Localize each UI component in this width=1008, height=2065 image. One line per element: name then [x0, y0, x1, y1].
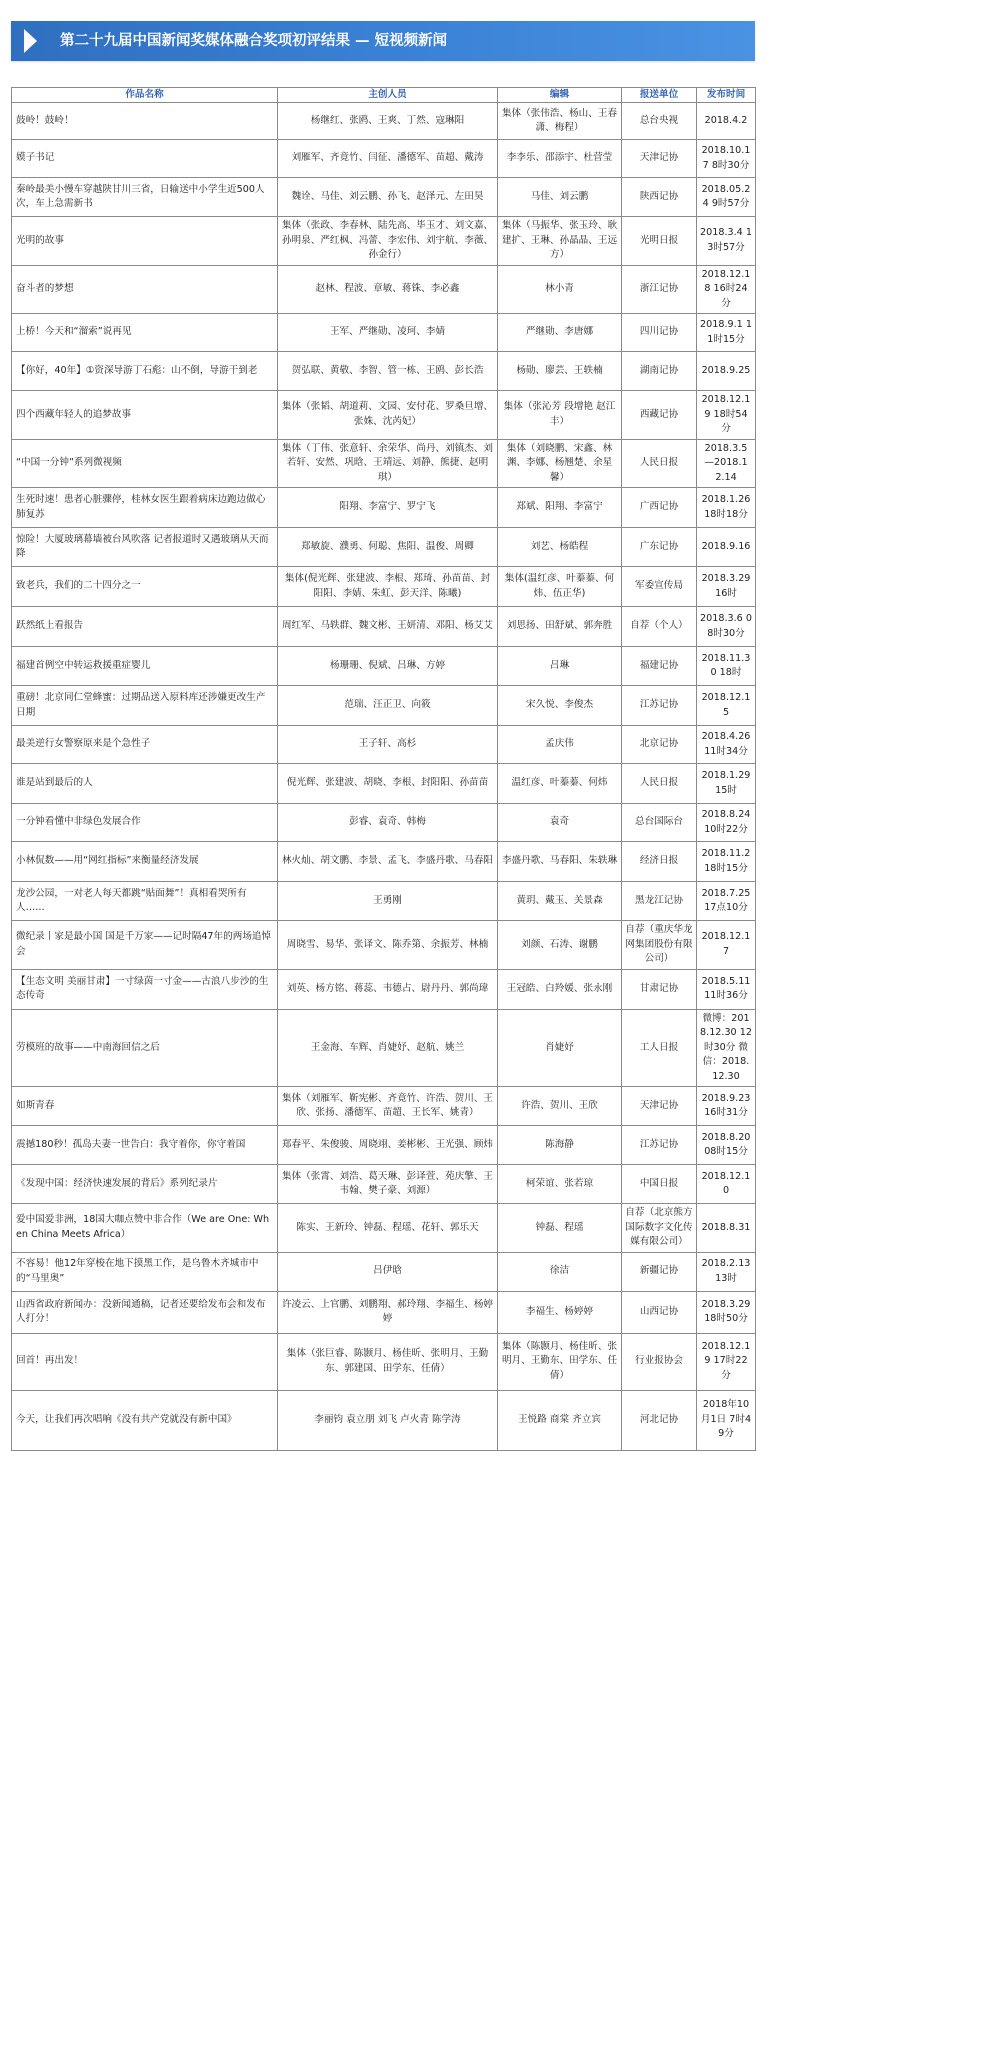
cell-editors: 马佳、刘云鹏	[498, 178, 622, 217]
table-row	[12, 804, 756, 842]
cell-creators: 倪光辉、张建波、胡晓、李根、封阳阳、孙苗苗	[278, 764, 498, 804]
cell-editors: 王冠皓、白羚媛、张永刚	[498, 969, 622, 1009]
table-row	[12, 217, 756, 266]
cell-work-title: 山西省政府新闻办：没新闻通稿，记者还要给发布会和发布人打分！	[12, 1291, 278, 1333]
cell-submitting-unit: 河北记协	[622, 1390, 697, 1450]
cell-editors: 柯荣谊、张若琼	[498, 1165, 622, 1204]
table-row	[12, 647, 756, 686]
cell-work-title: 嫫子书记	[12, 140, 278, 178]
table-row	[12, 488, 756, 528]
cell-editors: 严继勋、李唐娜	[498, 314, 622, 352]
cell-creators: 周晓雪、易华、张译文、陈乔第、余振芳、林楠	[278, 921, 498, 970]
cell-creators: 杨继红、张鸥、王爽、丁然、寇琳阳	[278, 103, 498, 140]
cell-editors: 刘思扬、田舒斌、郭奔胜	[498, 607, 622, 647]
cell-editors: 肖婕妤	[498, 1009, 622, 1087]
table-row	[12, 140, 756, 178]
cell-submitting-unit: 福建记协	[622, 647, 697, 686]
cell-publish-time: 2018.12.10	[697, 1165, 756, 1204]
cell-submitting-unit: 新疆记协	[622, 1252, 697, 1291]
cell-submitting-unit: 陕西记协	[622, 178, 697, 217]
table-header-row	[12, 88, 756, 103]
table-row	[12, 391, 756, 440]
table-row	[12, 1087, 756, 1126]
cell-publish-time: 2018.9.25	[697, 352, 756, 391]
cell-editors: 集体（张伟浩、杨山、王春潇、梅程）	[498, 103, 622, 140]
cell-publish-time: 2018.11.2 18时15分	[697, 842, 756, 882]
cell-work-title: 【你好，40年】①资深导游丁石彪：山不倒，导游干到老	[12, 352, 278, 391]
chevron-right-icon	[24, 29, 37, 53]
cell-creators: 贺弘联、黄敬、李智、管一栋、王鸥、彭长浩	[278, 352, 498, 391]
cell-creators: 集体(倪光辉、张建波、李根、郑琦、孙苗苗、封阳阳、李婧、朱虹、彭天洋、陈曦)	[278, 567, 498, 607]
cell-submitting-unit: 西藏记协	[622, 391, 697, 440]
cell-publish-time: 2018.12.19 17时22分	[697, 1333, 756, 1390]
cell-submitting-unit: 江苏记协	[622, 686, 697, 726]
cell-creators: 范瑞、汪正卫、向筱	[278, 686, 498, 726]
cell-creators: 集体（丁伟、张意轩、余荣华、尚丹、刘镇杰、刘若轩、安然、巩晗、王靖远、刘静、熊捷、赵明琪）	[278, 439, 498, 488]
table-row	[12, 921, 756, 970]
cell-creators: 阳翔、李富宁、罗宁飞	[278, 488, 498, 528]
column-header-submitting-unit: 报送单位	[622, 88, 697, 103]
cell-work-title: 小林侃数——用“网红指标”来衡量经济发展	[12, 842, 278, 882]
cell-creators: 刘雁军、齐竟竹、闫征、潘德军、苗超、戴涛	[278, 140, 498, 178]
cell-creators: 集体（张韬、胡道莉、文园、安付花、罗桑旦增、张姝、沈芮妃）	[278, 391, 498, 440]
cell-creators: 王金海、车辉、肖婕妤、赵航、姚兰	[278, 1009, 498, 1087]
cell-publish-time: 2018.9.1 11时15分	[697, 314, 756, 352]
cell-publish-time: 2018.3.6 08时30分	[697, 607, 756, 647]
cell-work-title: 四个西藏年轻人的追梦故事	[12, 391, 278, 440]
cell-submitting-unit: 自荐（个人）	[622, 607, 697, 647]
cell-editors: 刘艺、杨皓程	[498, 528, 622, 567]
cell-work-title: 福建首例空中转运救援重症婴儿	[12, 647, 278, 686]
table-row	[12, 103, 756, 140]
cell-editors: 林小青	[498, 265, 622, 314]
cell-publish-time: 2018.12.17	[697, 921, 756, 970]
table-row	[12, 528, 756, 567]
cell-creators: 集体（张巨睿、陈颢月、杨佳昕、张明月、王勤东、郭建国、田学东、任倩）	[278, 1333, 498, 1390]
cell-work-title: 谁是站到最后的人	[12, 764, 278, 804]
cell-submitting-unit: 浙江记协	[622, 265, 697, 314]
cell-submitting-unit: 中国日报	[622, 1165, 697, 1204]
cell-work-title: 跃然纸上看报告	[12, 607, 278, 647]
cell-editors: 李福生、杨婷婷	[498, 1291, 622, 1333]
cell-work-title: 上桥！今天和“溜索”说再见	[12, 314, 278, 352]
cell-publish-time: 2018.8.20 08时15分	[697, 1126, 756, 1165]
cell-creators: 郑春平、朱俊骏、周晓翊、姜彬彬、王光强、顾炜	[278, 1126, 498, 1165]
cell-publish-time: 2018.12.18 16时24分	[697, 265, 756, 314]
cell-editors: 郑斌、阳翔、李富宁	[498, 488, 622, 528]
cell-submitting-unit: 江苏记协	[622, 1126, 697, 1165]
cell-creators: 陈实、王新玲、钟磊、程瑶、花轩、郭乐天	[278, 1204, 498, 1253]
table-row	[12, 1126, 756, 1165]
cell-publish-time: 2018年10月1日 7时49分	[697, 1390, 756, 1450]
cell-work-title: 微纪录丨家是最小国 国是千万家——记时隔47年的两场追悼会	[12, 921, 278, 970]
results-table	[11, 87, 756, 1451]
cell-creators: 林火灿、胡文鹏、李景、孟飞、李盛丹歌、马春阳	[278, 842, 498, 882]
cell-work-title: 致老兵，我们的二十四分之一	[12, 567, 278, 607]
table-row	[12, 314, 756, 352]
table-row	[12, 178, 756, 217]
cell-submitting-unit: 经济日报	[622, 842, 697, 882]
cell-creators: 王军、严继勋、凌珂、李婧	[278, 314, 498, 352]
cell-work-title: “中国一分钟”系列微视频	[12, 439, 278, 488]
cell-submitting-unit: 四川记协	[622, 314, 697, 352]
cell-submitting-unit: 军委宣传局	[622, 567, 697, 607]
cell-submitting-unit: 广西记协	[622, 488, 697, 528]
cell-editors: 集体（马振华、张玉玲、耿建扩、王琳、孙晶晶、王远方）	[498, 217, 622, 266]
column-header-creators: 主创人员	[278, 88, 498, 103]
cell-work-title: 龙沙公园，一对老人每天都跳“贴面舞”！真相看哭所有人……	[12, 882, 278, 921]
table-row	[12, 842, 756, 882]
table-row	[12, 726, 756, 764]
cell-publish-time: 2018.1.26 18时18分	[697, 488, 756, 528]
table-row	[12, 1291, 756, 1333]
table-row	[12, 567, 756, 607]
table-body	[12, 103, 756, 1451]
cell-editors: 温红彦、叶蓁蓁、何炜	[498, 764, 622, 804]
cell-work-title: 爱中国爱非洲，18国大咖点赞中非合作（We are One: When China Meets Africa）	[12, 1204, 278, 1253]
cell-creators: 集体（张政、李春林、陆先高、毕玉才、刘文嘉、孙明泉、严红枫、冯蕾、李宏伟、刘宇航、李薇、孙金行）	[278, 217, 498, 266]
table-row	[12, 352, 756, 391]
table-row	[12, 882, 756, 921]
column-header-work-title: 作品名称	[12, 88, 278, 103]
cell-publish-time: 2018.12.15	[697, 686, 756, 726]
cell-submitting-unit: 行业报协会	[622, 1333, 697, 1390]
table-row	[12, 1333, 756, 1390]
cell-work-title: 劳模班的故事——中南海回信之后	[12, 1009, 278, 1087]
cell-creators: 吕伊晗	[278, 1252, 498, 1291]
table-row	[12, 1252, 756, 1291]
cell-submitting-unit: 湖南记协	[622, 352, 697, 391]
cell-publish-time: 2018.9.16	[697, 528, 756, 567]
cell-creators: 许凌云、上官鹏、刘鹏翔、郝玲翔、李福生、杨婷婷	[278, 1291, 498, 1333]
cell-publish-time: 2018.7.25 17点10分	[697, 882, 756, 921]
cell-submitting-unit: 人民日报	[622, 764, 697, 804]
cell-creators: 周红军、马轶群、魏文彬、王妍清、邓阳、杨艾艾	[278, 607, 498, 647]
cell-publish-time: 2018.5.11 11时36分	[697, 969, 756, 1009]
cell-work-title: 【生态文明 美丽甘肃】一寸绿茵一寸金——古浪八步沙的生态传奇	[12, 969, 278, 1009]
cell-work-title: 震撼180秒！孤岛夫妻一世告白：我守着你，你守着国	[12, 1126, 278, 1165]
cell-creators: 赵林、程波、章敏、蒋铢、李必鑫	[278, 265, 498, 314]
cell-submitting-unit: 天津记协	[622, 140, 697, 178]
cell-editors: 许浩、贺川、王欣	[498, 1087, 622, 1126]
cell-work-title: 一分钟看懂中非绿色发展合作	[12, 804, 278, 842]
cell-submitting-unit: 北京记协	[622, 726, 697, 764]
cell-editors: 宋久悦、李俊杰	[498, 686, 622, 726]
cell-editors: 陈海静	[498, 1126, 622, 1165]
column-header-publish-time: 发布时间	[697, 88, 756, 103]
cell-work-title: 不容易！他12年穿梭在地下摸黑工作，是乌鲁木齐城市中的“马里奥”	[12, 1252, 278, 1291]
cell-submitting-unit: 工人日报	[622, 1009, 697, 1087]
cell-editors: 王悦路 商棠 齐立宾	[498, 1390, 622, 1450]
cell-submitting-unit: 自荐（北京熊方国际数字文化传媒有限公司）	[622, 1204, 697, 1253]
cell-editors: 集体（刘晓鹏、宋鑫、林渊、李娜、杨翘楚、余星馨）	[498, 439, 622, 488]
cell-work-title: 最美逆行女警察原来是个急性子	[12, 726, 278, 764]
cell-creators: 杨珊珊、倪斌、吕琳、方婷	[278, 647, 498, 686]
cell-editors: 李李乐、邵添宇、杜营莹	[498, 140, 622, 178]
table-row	[12, 1204, 756, 1253]
cell-creators: 王子轩、高杉	[278, 726, 498, 764]
cell-creators: 集体（刘雁军、靳宪彬、齐竟竹、许浩、贺川、王欣、张扬、潘德军、苗超、王长军、姚青）	[278, 1087, 498, 1126]
cell-publish-time: 2018.9.23 16时31分	[697, 1087, 756, 1126]
cell-editors: 集体（张沁芳 段增艳 赵江丰）	[498, 391, 622, 440]
cell-creators: 王勇刚	[278, 882, 498, 921]
cell-work-title: 秦岭最美小慢车穿越陕甘川三省，日输送中小学生近500人次，车上急需新书	[12, 178, 278, 217]
column-header-editors: 编辑	[498, 88, 622, 103]
cell-publish-time: 2018.4.2	[697, 103, 756, 140]
table-row	[12, 1165, 756, 1204]
table-row	[12, 764, 756, 804]
table-row	[12, 265, 756, 314]
table-row	[12, 969, 756, 1009]
cell-publish-time: 2018.05.24 9时57分	[697, 178, 756, 217]
cell-work-title: 光明的故事	[12, 217, 278, 266]
cell-submitting-unit: 光明日报	[622, 217, 697, 266]
cell-submitting-unit: 总台央视	[622, 103, 697, 140]
cell-creators: 郑敏旋、濮勇、何聪、焦阳、温俊、周卿	[278, 528, 498, 567]
cell-creators: 刘英、杨方铭、蒋蕊、韦德占、尉丹丹、郭尚瑋	[278, 969, 498, 1009]
table-row	[12, 1390, 756, 1450]
cell-work-title: 如斯青春	[12, 1087, 278, 1126]
cell-publish-time: 2018.8.24 10时22分	[697, 804, 756, 842]
cell-work-title: 重磅！北京同仁堂蜂蜜：过期品送入原料库还涉嫌更改生产日期	[12, 686, 278, 726]
cell-editors: 刘颜、石涛、谢鹏	[498, 921, 622, 970]
cell-publish-time: 2018.2.13 13时	[697, 1252, 756, 1291]
cell-creators: 魏诠、马佳、刘云鹏、孙飞、赵泽元、左田昊	[278, 178, 498, 217]
cell-work-title: 回首！再出发！	[12, 1333, 278, 1390]
cell-work-title: 生死时速！患者心脏骤停，桂林女医生跟着病床边跑边做心肺复苏	[12, 488, 278, 528]
cell-work-title: 惊险！大厦玻璃幕墙被台风吹落 记者报道时又遇玻璃从天而降	[12, 528, 278, 567]
cell-publish-time: 2018.4.26 11时34分	[697, 726, 756, 764]
cell-editors: 钟磊、程瑶	[498, 1204, 622, 1253]
cell-submitting-unit: 山西记协	[622, 1291, 697, 1333]
cell-creators: 集体（张霄、刘浩、葛天琳、彭译萱、苑庆擎、王韦翰、樊子豪、刘源）	[278, 1165, 498, 1204]
page-title: 第二十九届中国新闻奖媒体融合奖项初评结果 — 短视频新闻	[60, 33, 448, 49]
cell-publish-time: 2018.3.5—2018.12.14	[697, 439, 756, 488]
cell-submitting-unit: 广东记协	[622, 528, 697, 567]
cell-publish-time: 2018.10.17 8时30分	[697, 140, 756, 178]
cell-work-title: 今天，让我们再次唱响《没有共产党就没有新中国》	[12, 1390, 278, 1450]
cell-publish-time: 2018.8.31	[697, 1204, 756, 1253]
cell-editors: 徐洁	[498, 1252, 622, 1291]
cell-creators: 彭睿、袁奇、韩梅	[278, 804, 498, 842]
cell-editors: 杨勋、廖芸、王轶楠	[498, 352, 622, 391]
cell-publish-time: 2018.12.19 18时54分	[697, 391, 756, 440]
cell-editors: 集体（陈颢月、杨佳昕、张明月、王勤东、田学东、任倩）	[498, 1333, 622, 1390]
cell-editors: 李盛丹歌、马春阳、朱轶琳	[498, 842, 622, 882]
cell-work-title: 鼓岭！鼓岭！	[12, 103, 278, 140]
cell-editors: 孟庆伟	[498, 726, 622, 764]
page-header-banner	[11, 21, 755, 61]
cell-publish-time: 2018.3.4 13时57分	[697, 217, 756, 266]
cell-work-title: 奋斗者的梦想	[12, 265, 278, 314]
cell-work-title: 《发现中国：经济快速发展的背后》系列纪录片	[12, 1165, 278, 1204]
cell-publish-time: 2018.3.29 16时	[697, 567, 756, 607]
cell-submitting-unit: 甘肃记协	[622, 969, 697, 1009]
cell-submitting-unit: 黑龙江记协	[622, 882, 697, 921]
table-row	[12, 607, 756, 647]
cell-editors: 吕琳	[498, 647, 622, 686]
cell-publish-time: 2018.1.29 15时	[697, 764, 756, 804]
table-row	[12, 439, 756, 488]
cell-publish-time: 微博：2018.12.30 12时30分 微信：2018.12.30	[697, 1009, 756, 1087]
cell-editors: 黄玥、戴玉、关景森	[498, 882, 622, 921]
cell-submitting-unit: 总台国际台	[622, 804, 697, 842]
cell-publish-time: 2018.11.30 18时	[697, 647, 756, 686]
table-row	[12, 1009, 756, 1087]
table-row	[12, 686, 756, 726]
cell-submitting-unit: 人民日报	[622, 439, 697, 488]
cell-editors: 集体(温红彦、叶蓁蓁、何炜、伍正华)	[498, 567, 622, 607]
cell-editors: 袁奇	[498, 804, 622, 842]
cell-submitting-unit: 天津记协	[622, 1087, 697, 1126]
cell-submitting-unit: 自荐（重庆华龙网集团股份有限公司）	[622, 921, 697, 970]
cell-publish-time: 2018.3.29 18时50分	[697, 1291, 756, 1333]
cell-creators: 李丽钧 袁立朋 刘飞 卢火青 陈学涛	[278, 1390, 498, 1450]
